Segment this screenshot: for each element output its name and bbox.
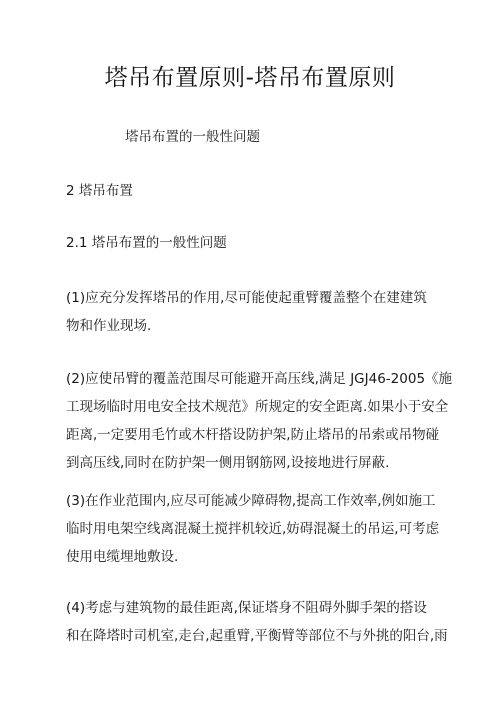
document-subtitle: 塔吊布置的一般性问题	[125, 129, 260, 145]
paragraph-line: (2)应使吊臂的覆盖范围尽可能避开高压线,满足 JGJ46-2005《施	[66, 371, 453, 387]
paragraph-line: (1)应充分发挥塔吊的作用,尽可能使起重臂覆盖整个在建建筑	[66, 290, 427, 306]
paragraph-4	[66, 594, 446, 650]
paragraph-line: 临时用电架空线离混凝土搅拌机较近,妨碍混凝土的吊运,可考虑	[66, 521, 440, 537]
paragraph-line: 使用电缆埋地敷设.	[66, 549, 179, 565]
paragraph-1	[66, 284, 446, 340]
paragraph-line: (4)考虑与建筑物的最佳距离,保证塔身不阻碍外脚手架的搭设	[66, 600, 427, 616]
paragraph-2	[66, 365, 453, 477]
paragraph-line: 物和作业现场.	[66, 318, 152, 334]
paragraph-line: 工现场临时用电安全技术规范》所规定的安全距离.如果小于安全	[66, 399, 449, 415]
paragraph-line: 和在降塔时司机室,走台,起重臂,平衡臂等部位不与外挑的阳台,雨	[66, 628, 448, 644]
section-heading-2: 2 塔吊布置	[66, 183, 133, 199]
document-title: 塔吊布置原则-塔吊布置原则	[104, 65, 396, 91]
paragraph-line: 距离,一定要用毛竹或木杆搭设防护架,防止塔吊的吊索或吊物碰	[66, 427, 440, 443]
section-heading-2-1: 2.1 塔吊布置的一般性问题	[66, 235, 227, 251]
paragraph-line: 到高压线,同时在防护架一侧用钢筋网,设接地进行屏蔽.	[66, 455, 390, 471]
paragraph-line: (3)在作业范围内,应尽可能减少障碍物,提高工作效率,例如施工	[66, 493, 436, 509]
paragraph-3	[66, 487, 446, 571]
